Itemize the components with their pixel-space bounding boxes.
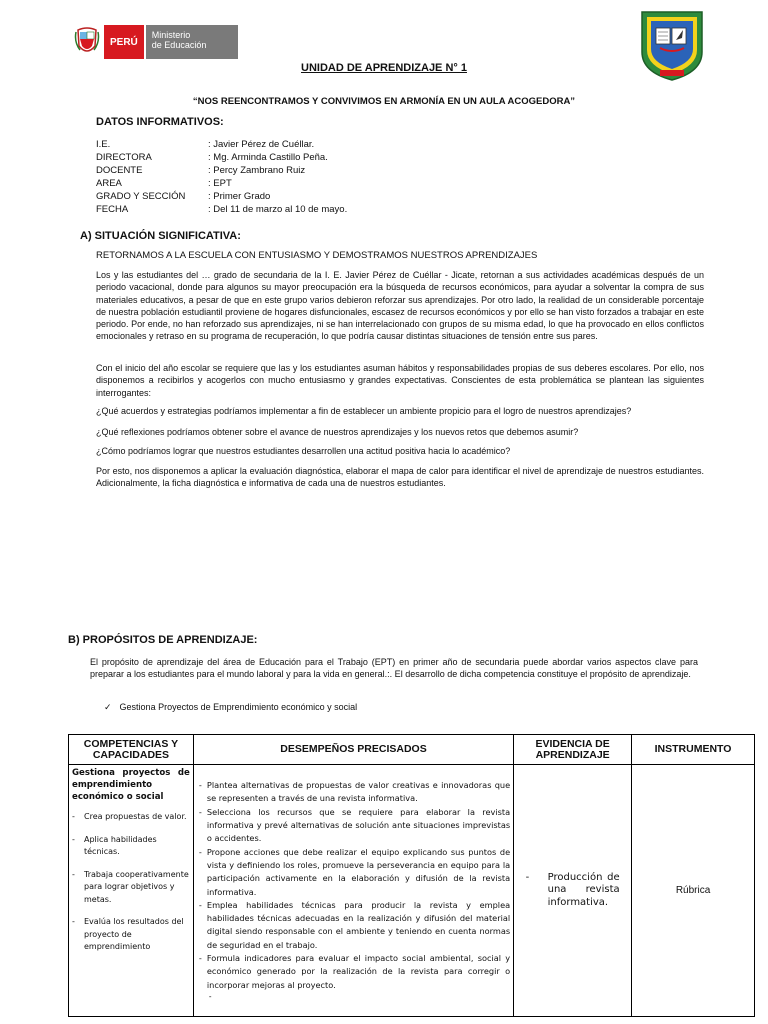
checklist-item-label: Gestiona Proyectos de Emprendimiento económico y social [119, 702, 358, 712]
header-instrumento: INSTRUMENTO [632, 735, 755, 765]
evidencia-text: Producción de una revista informativa. [547, 871, 620, 908]
datos-row: AREA : EPT [96, 178, 232, 190]
header-desempenos: DESEMPEÑOS PRECISADOS [193, 735, 513, 765]
competencias-table [68, 734, 755, 1017]
trailing-dash: - [208, 991, 212, 1001]
situacion-paragraph-2: Con el inicio del año escolar se requiere que las y los estudiantes asuman hábitos y responsabilidades propias de sus deberes escolares. Por ello, nos disponemos a recibirlos y acogerlos con mucho entusiasmo y grandes expectativas. Conscientes de esta problemática se plantean las siguientes interrogantes: [96, 363, 704, 398]
question-2: ¿Qué reflexiones podríamos obtener sobre el avance de nuestros aprendizajes y los nuevos retos que debemos asumir? [96, 427, 579, 437]
header-evidencia: EVIDENCIA DE APRENDIZAJE [514, 735, 632, 765]
list-item: - Evalúa los resultados del proyecto de emprendimiento [72, 917, 184, 951]
question-3: ¿Cómo podríamos lograr que nuestros estudiantes desarrollen una actitud positiva hacia lo académico? [96, 446, 511, 456]
evidencia-item: - Producción de una revista informativa. [525, 871, 620, 908]
document-title: UNIDAD DE APRENDIZAJE N° 1 [301, 62, 467, 74]
list-item: - Crea propuestas de valor. [72, 812, 187, 821]
question-1: ¿Qué acuerdos y estrategias podríamos implementar a fin de establecer un ambiente propicio para el logro de nuestros aprendizajes? [96, 406, 632, 416]
peru-label: PERÚ [104, 25, 144, 59]
list-item: - Emplea habilidades técnicas para producir la revista y emplea habilidades técnicas adecuadas en la realización y difusión del material digital siendo responsable con el ambiente y teniendo en cuenta normas de seguridad en el trabajo. [198, 899, 511, 950]
desempenos-cell [193, 765, 513, 1017]
list-item: - Selecciona los recursos que se requiere para elaborar la revista informativa y prevé alternativas de solución ante situaciones imprevistas o accidentes. [198, 806, 511, 844]
minedu-logo [72, 24, 238, 60]
list-item: - Plantea alternativas de propuestas de valor creativas e innovadoras que se representen a través de una revista informativa. [198, 780, 511, 804]
situacion-heading: A) SITUACIÓN SIGNIFICATIVA: [80, 230, 241, 242]
evidencia-cell [514, 765, 632, 1017]
situacion-lead: RETORNAMOS A LA ESCUELA CON ENTUSIASMO Y DEMOSTRAMOS NUESTROS APRENDIZAJES [96, 250, 538, 261]
peru-shield-icon [72, 25, 102, 59]
checklist-item [104, 702, 357, 713]
document-subtitle: “NOS REENCONTRAMOS Y CONVIVIMOS EN ARMONÍA EN UN AULA ACOGEDORA” [192, 96, 576, 107]
header-competencias: COMPETENCIAS Y CAPACIDADES [69, 735, 194, 765]
instrumento-cell: Rúbrica [632, 765, 755, 1017]
datos-row: FECHA : Del 11 de marzo al 10 de mayo. [96, 204, 348, 216]
datos-row: DIRECTORA : Mg. Arminda Castillo Peña. [96, 152, 328, 164]
datos-heading: DATOS INFORMATIVOS: [96, 116, 224, 128]
list-item: - Formula indicadores para evaluar el impacto social ambiental, social y económico generado por la realización de la revista para corregir o incorporar mejoras al proyecto. [198, 952, 511, 990]
list-item: - Propone acciones que debe realizar el equipo explicando sus puntos de vista y definiendo los roles, promueve la perseverancia en equipo para la participación activamente en la elaboración y difusión de la revista informativa. [198, 846, 511, 897]
datos-list [96, 138, 347, 217]
competencias-cell [69, 765, 194, 1017]
situacion-paragraph-3: Por esto, nos disponemos a aplicar la evaluación diagnóstica, elaborar el mapa de calor para identificar el nivel de aprendizaje de nuestros estudiantes. Adicionalmente, la ficha diagnóstica e informativa de cada una de nuestros estudiantes. [96, 466, 704, 489]
datos-row: DOCENTE : Percy Zambrano Ruiz [96, 165, 306, 177]
capacidades-list [72, 811, 190, 954]
table-header-row [69, 735, 755, 765]
table-row [69, 765, 755, 1017]
ministry-label: Ministerio de Educación [146, 25, 238, 59]
check-icon: ✓ [104, 702, 112, 712]
datos-row: I.E. : Javier Pérez de Cuéllar. [96, 139, 315, 150]
datos-row: GRADO Y SECCIÓN : Primer Grado [96, 191, 271, 203]
competencia-title: Gestiona proyectos de emprendimiento económico o social [72, 768, 190, 802]
list-item: - Aplica habilidades técnicas. [72, 834, 157, 856]
situacion-paragraph-1: Los y las estudiantes del … grado de secundaria de la I. E. Javier Pérez de Cuéllar - Jicate, retornan a sus actividades académicas después de un periodo vacacional, donde para algunos su mayor preocupación era la búsqueda de recursos económicos, para ayudar a solventar la compra de sus materiales educativos, a pesar de que en este grupo varios debieron reforzar sus aprendizajes. Por otro lado, la realidad de un considerable porcentaje de nuestra población estudiantil proviene de hogares disfuncionales, escasez de recursos económicos y por ello se han visto forzados a trabajar en este periodo. Por ende, no han reforzado sus aprendizajes, ni se han interrelacionado con grupos de su misma edad, lo que ha provocado en ellos conflictos emocionales y retraso en su programa de recuperación, lo que podría causar distintas situaciones de tensión entre sus pares. [96, 270, 704, 342]
list-item: - Trabaja cooperativamente para lograr objetivos y metas. [72, 869, 189, 904]
propositos-heading: B) PROPÓSITOS DE APRENDIZAJE: [68, 634, 258, 646]
desempenos-list [197, 779, 510, 992]
propositos-paragraph: El propósito de aprendizaje del área de Educación para el Trabajo (EPT) en primer año de secundaria puede abordar varios aspectos clave para preparar a los estudiantes para el mundo laboral y para la vida en general.:. El desarrollo de dicha competencia constituye el propósito de aprendizaje. [90, 657, 698, 680]
